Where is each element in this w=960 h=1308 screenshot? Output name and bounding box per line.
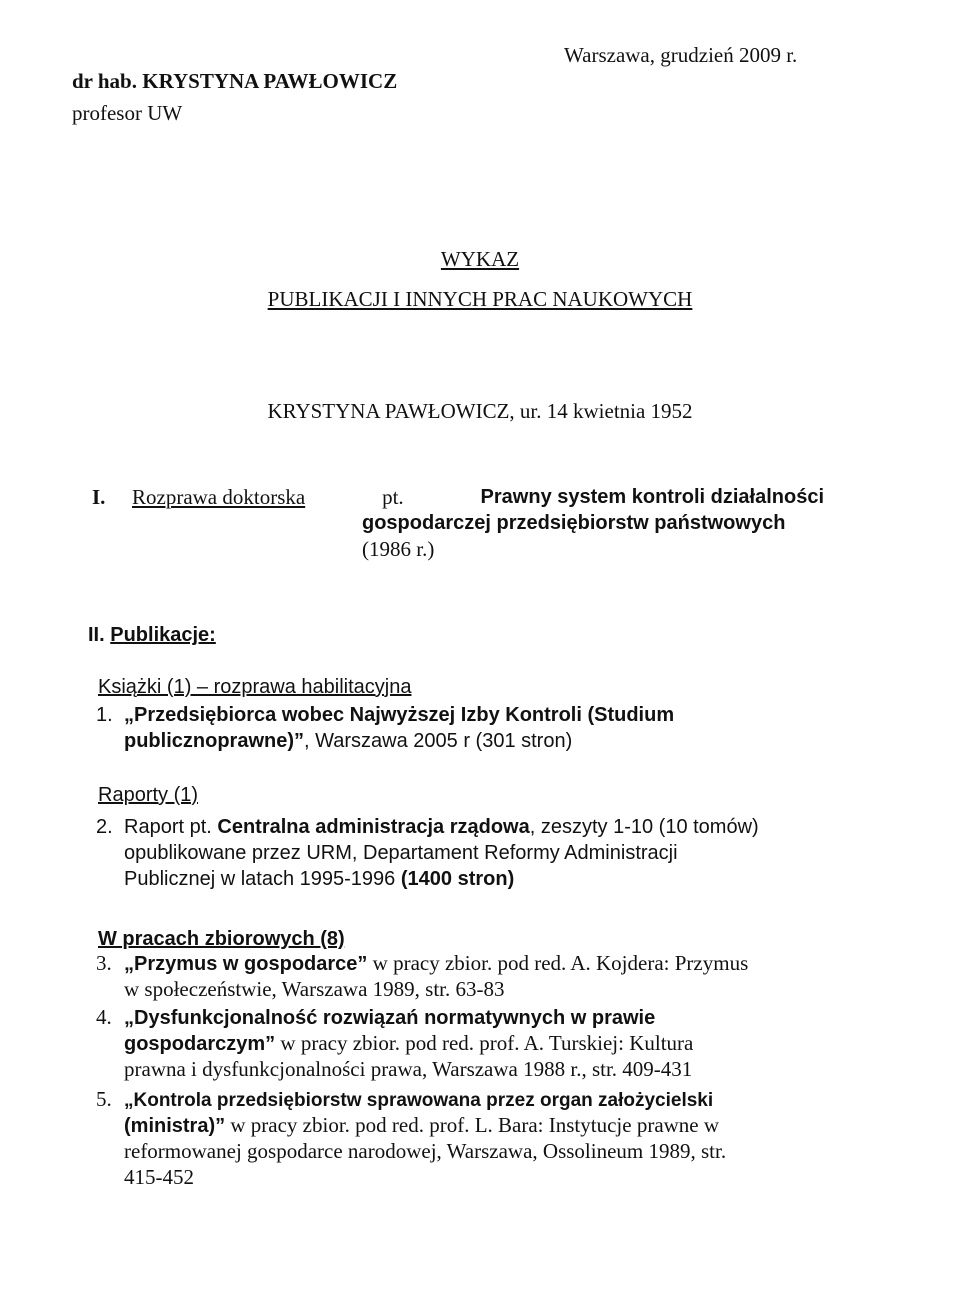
item-2-number: 2. bbox=[96, 816, 113, 838]
section-2-numeral: II. bbox=[88, 624, 105, 646]
item-2-page-count: (1400 stron) bbox=[400, 868, 515, 890]
place-date: Warszawa, grudzień 2009 r. bbox=[564, 43, 798, 67]
item-4-details-1: w pracy zbior. pod red. prof. A. Turskiej: Kultura bbox=[275, 1031, 694, 1055]
document-title: WYKAZ bbox=[440, 247, 520, 271]
list-item-3 bbox=[96, 950, 826, 1002]
section-1-label: Rozprawa doktorska bbox=[132, 485, 306, 509]
item-5-number: 5. bbox=[96, 1087, 112, 1111]
item-3-number: 3. bbox=[96, 951, 112, 975]
collective-works-heading: W pracach zbiorowych (8) bbox=[98, 928, 345, 950]
item-1-title-line-2: publicznoprawne)” bbox=[124, 730, 304, 752]
item-2-details-2: opublikowane przez URM, Departament Reformy Administracji bbox=[124, 842, 678, 864]
item-1-title-line-1: „Przedsiębiorca wobec Najwyższej Izby Kontroli (Studium bbox=[124, 704, 675, 726]
author-name: dr hab. KRYSTYNA PAWŁOWICZ bbox=[72, 69, 398, 93]
section-1-title-part-2: gospodarczej przedsiębiorstw państwowych bbox=[362, 512, 786, 534]
section-1-year: (1986 r.) bbox=[362, 537, 435, 561]
books-heading: Książki (1) – rozprawa habilitacyjna bbox=[98, 676, 412, 698]
item-3-title: „Przymus w gospodarce” bbox=[124, 953, 368, 975]
item-1-details: , Warszawa 2005 r (301 stron) bbox=[304, 730, 573, 752]
item-1-number: 1. bbox=[96, 704, 113, 726]
item-2-title: Centralna administracja rządowa bbox=[217, 816, 530, 838]
section-2-label: Publikacje: bbox=[110, 624, 216, 646]
item-4-details-2: prawna i dysfunkcjonalności prawa, Warszawa 1988 r., str. 409-431 bbox=[124, 1057, 693, 1081]
list-item-5 bbox=[96, 1086, 826, 1190]
document-subtitle: PUBLIKACJI I INNYCH PRAC NAUKOWYCH bbox=[267, 287, 693, 311]
reports-heading: Raporty (1) bbox=[98, 784, 199, 806]
item-4-number: 4. bbox=[96, 1005, 112, 1029]
item-2-lead: Raport pt. bbox=[124, 816, 212, 838]
item-2-details-1: , zeszyty 1-10 (10 tomów) bbox=[529, 816, 759, 838]
section-2-heading bbox=[88, 622, 216, 648]
item-5-details-2: reformowanej gospodarce narodowej, Warszawa, Ossolineum 1989, str. bbox=[124, 1139, 727, 1163]
item-3-details-2: w społeczeństwie, Warszawa 1989, str. 63-83 bbox=[124, 977, 505, 1001]
item-4-title-line-1: „Dysfunkcjonalność rozwiązań normatywnych w prawie bbox=[124, 1007, 656, 1029]
item-5-details-3: 415-452 bbox=[124, 1165, 194, 1189]
section-1-line-1 bbox=[132, 484, 824, 510]
section-1-numeral: I. bbox=[92, 485, 106, 509]
section-1-title-part-1: Prawny system kontroli działalności bbox=[480, 486, 824, 508]
item-3-details-1: w pracy zbior. pod red. A. Kojdera: Przymus bbox=[367, 951, 749, 975]
section-1-pt: pt. bbox=[382, 485, 404, 509]
item-5-details-1: w pracy zbior. pod red. prof. L. Bara: Instytucje prawne w bbox=[225, 1113, 720, 1137]
item-5-title-line-2: (ministra)” bbox=[124, 1115, 226, 1137]
name-birthdate-line: KRYSTYNA PAWŁOWICZ, ur. 14 kwietnia 1952 bbox=[267, 399, 693, 423]
list-item-4 bbox=[96, 1004, 826, 1082]
item-4-title-line-2: gospodarczym” bbox=[124, 1033, 276, 1055]
item-2-details-3: Publicznej w latach 1995-1996 bbox=[124, 868, 396, 890]
author-title: profesor UW bbox=[72, 101, 183, 125]
item-5-title-line-1: „Kontrola przedsiębiorstw sprawowana przez organ założycielski bbox=[124, 1090, 714, 1111]
list-item-2 bbox=[96, 814, 826, 892]
list-item-1 bbox=[96, 702, 826, 754]
